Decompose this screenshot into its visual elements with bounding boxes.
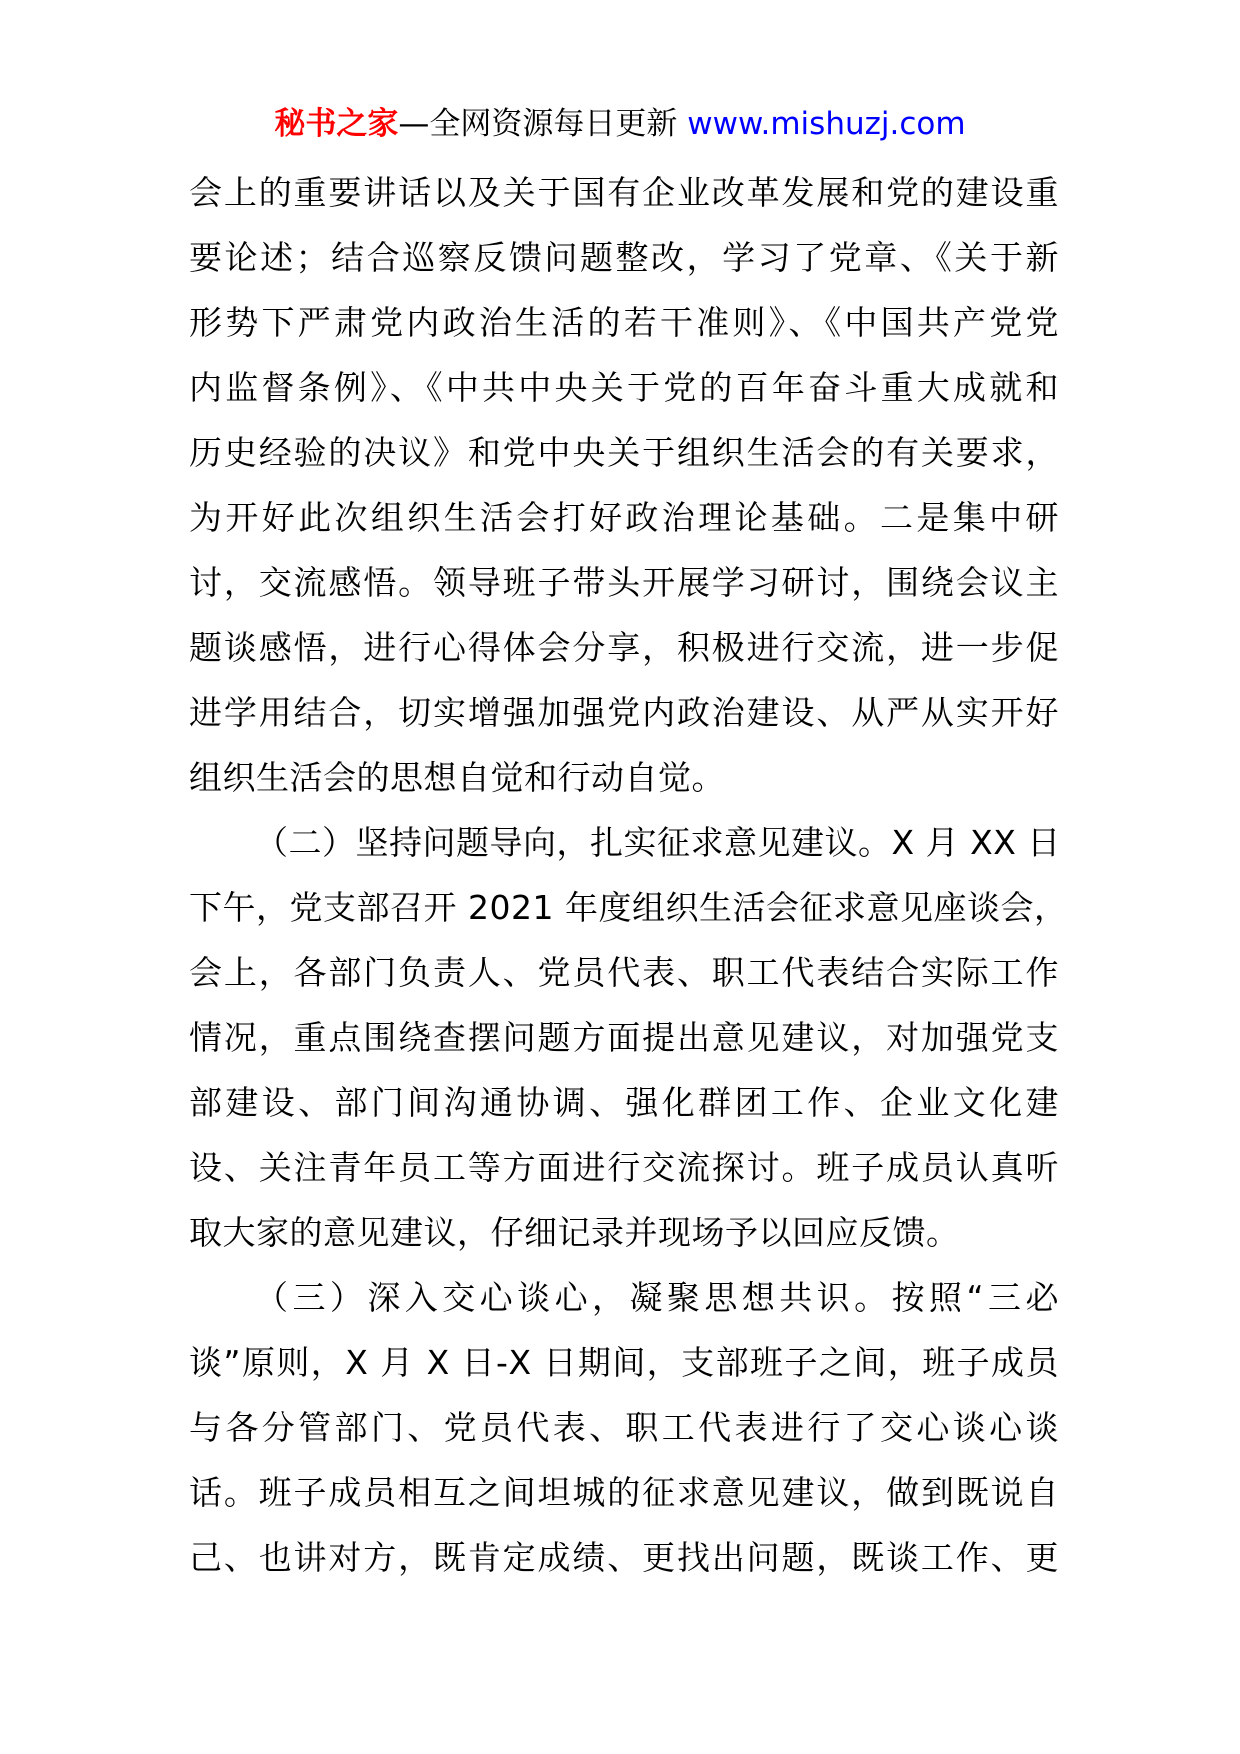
text-line: 己、也讲对方，既肯定成绩、更找出问题，既谈工作、更 — [189, 1538, 1059, 1577]
text-line: 讨，交流感悟。领导班子带头开展学习研讨，围绕会议主 — [189, 563, 1059, 602]
text-line: 话。班子成员相互之间坦城的征求意见建议，做到既说自 — [189, 1473, 1059, 1512]
text-line: 与各分管部门、党员代表、职工代表进行了交心谈心谈 — [189, 1408, 1059, 1447]
text-line: 会上，各部门负责人、党员代表、职工代表结合实际工作 — [189, 953, 1059, 992]
site-url-link[interactable]: www.mishuzj.com — [687, 106, 966, 142]
text-line: （三）深入交心谈心，凝聚思想共识。按照“三必 — [255, 1278, 1059, 1317]
text-line: 取大家的意见建议，仔细记录并现场予以回应反馈。 — [189, 1213, 960, 1252]
text-line: 题谈感悟，进行心得体会分享，积极进行交流，进一步促 — [189, 628, 1059, 667]
text-line: 为开好此次组织生活会打好政治理论基础。二是集中研 — [189, 498, 1059, 537]
text-line: 部建设、部门间沟通协调、强化群团工作、企业文化建 — [189, 1083, 1059, 1122]
text-line: 下午，党支部召开 2021 年度组织生活会征求意见座谈会， — [189, 888, 1068, 927]
site-brand: 秘书之家 — [274, 106, 399, 142]
text-line: 组织生活会的思想自觉和行动自觉。 — [189, 758, 725, 797]
text-line: 要论述；结合巡察反馈问题整改，学习了党章、《关于新 — [189, 238, 1059, 277]
text-line: 设、关注青年员工等方面进行交流探讨。班子成员认真听 — [189, 1148, 1059, 1187]
site-tagline: —全网资源每日更新 — [398, 106, 678, 142]
text-line: （二）坚持问题导向，扎实征求意见建议。X 月 XX 日 — [255, 823, 1061, 862]
document-body — [189, 160, 1068, 1590]
text-line: 形势下严肃党内政治生活的若干准则》、《中国共产党党 — [189, 303, 1059, 342]
text-line: 情况，重点围绕查摆问题方面提出意见建议，对加强党支 — [189, 1018, 1059, 1057]
text-line: 进学用结合，切实增强加强党内政治建设、从严从实开好 — [189, 693, 1059, 732]
site-header — [0, 104, 1240, 144]
text-line: 谈”原则，X 月 X 日-X 日期间，支部班子之间，班子成员 — [189, 1343, 1059, 1382]
text-line: 内监督条例》、《中共中央关于党的百年奋斗重大成就和 — [189, 368, 1059, 407]
text-line: 历史经验的决议》和党中央关于组织生活会的有关要求， — [189, 433, 1059, 472]
text-line: 会上的重要讲话以及关于国有企业改革发展和党的建设重 — [189, 173, 1059, 212]
